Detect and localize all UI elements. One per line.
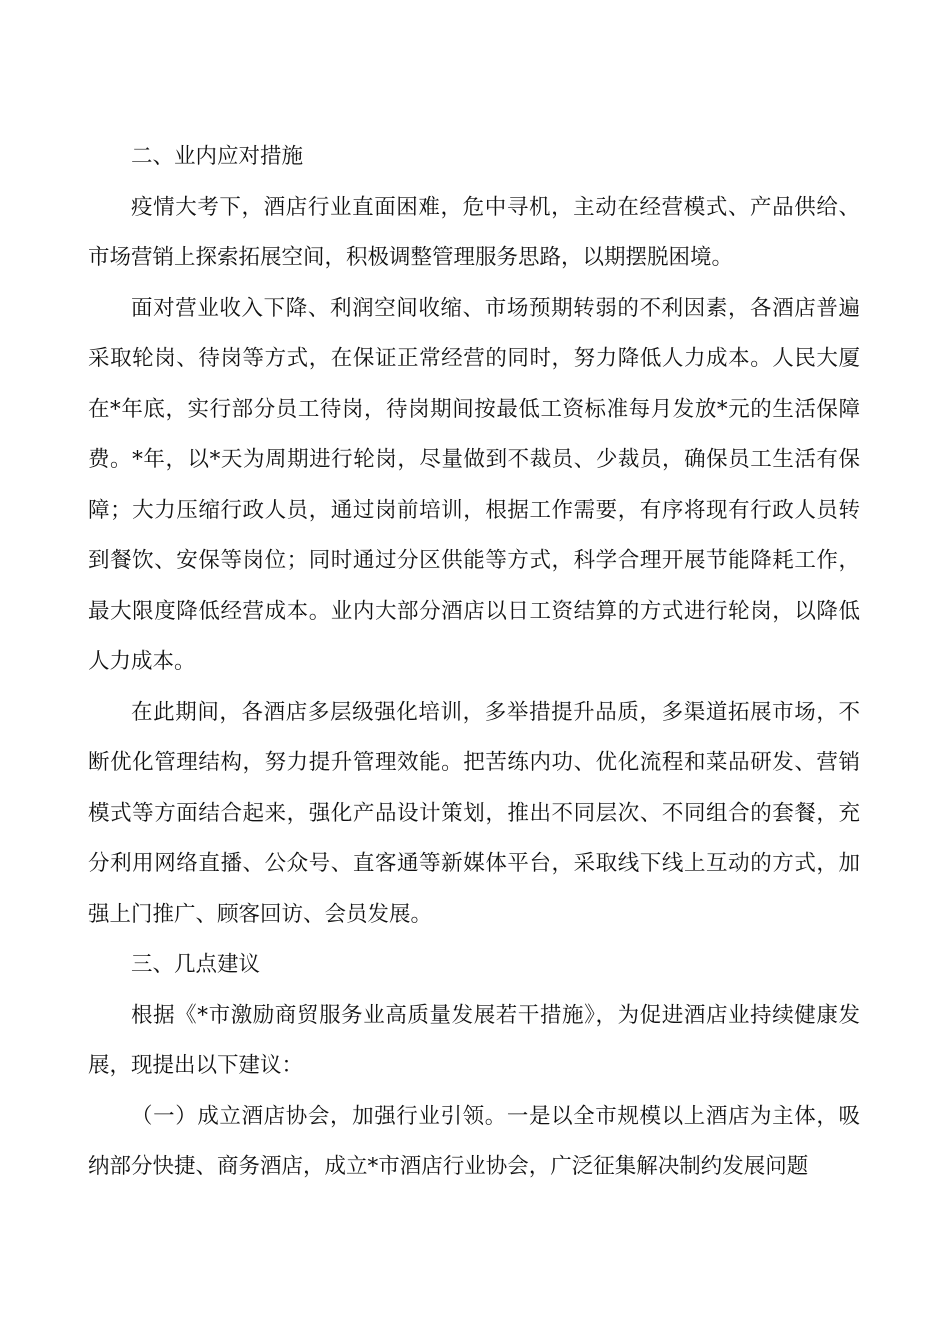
- paragraph-suggestion-1: （一）成立酒店协会，加强行业引领。一是以全市规模以上酒店为主体，吸纳部分快捷、商务酒店，成立*市酒店行业协会，广泛征集解决制约发展问题: [88, 1103, 860, 1179]
- paragraph-training: 在此期间，各酒店多层级强化培训，多举措提升品质，多渠道拓展市场，不断优化管理结构，努力提升管理效能。把苦练内功、优化流程和菜品研发、营销模式等方面结合起来，强化产品设计策划，推出不同层次、不同组合的套餐，充分利用网络直播、公众号、直客通等新媒体平台，采取线下线上互动的方式，加强上门推广、顾客回访、会员发展。: [88, 699, 860, 927]
- paragraph-overview: 疫情大考下，酒店行业直面困难，危中寻机，主动在经营模式、产品供给、市场营销上探索拓展空间，积极调整管理服务思路，以期摆脱困境。: [88, 194, 860, 270]
- section-heading-measures: 二、业内应对措施: [131, 144, 304, 169]
- paragraph-suggestions-intro: 根据《*市激励商贸服务业高质量发展若干措施》，为促进酒店业持续健康发展，现提出以下建议：: [88, 1002, 860, 1078]
- paragraph-staffing: 面对营业收入下降、利润空间收缩、市场预期转弱的不利因素，各酒店普遍采取轮岗、待岗等方式，在保证正常经营的同时，努力降低人力成本。人民大厦在*年底，实行部分员工待岗，待岗期间按最低工资标准每月发放*元的生活保障费。*年，以*天为周期进行轮岗，尽量做到不裁员、少裁员，确保员工生活有保障；大力压缩行政人员，通过岗前培训，根据工作需要，有序将现有行政人员转到餐饮、安保等岗位；同时通过分区供能等方式，科学合理开展节能降耗工作，最大限度降低经营成本。业内大部分酒店以日工资结算的方式进行轮岗，以降低人力成本。: [88, 295, 860, 674]
- document-body: [88, 132, 860, 1193]
- section-heading-suggestions: 三、几点建议: [131, 952, 261, 977]
